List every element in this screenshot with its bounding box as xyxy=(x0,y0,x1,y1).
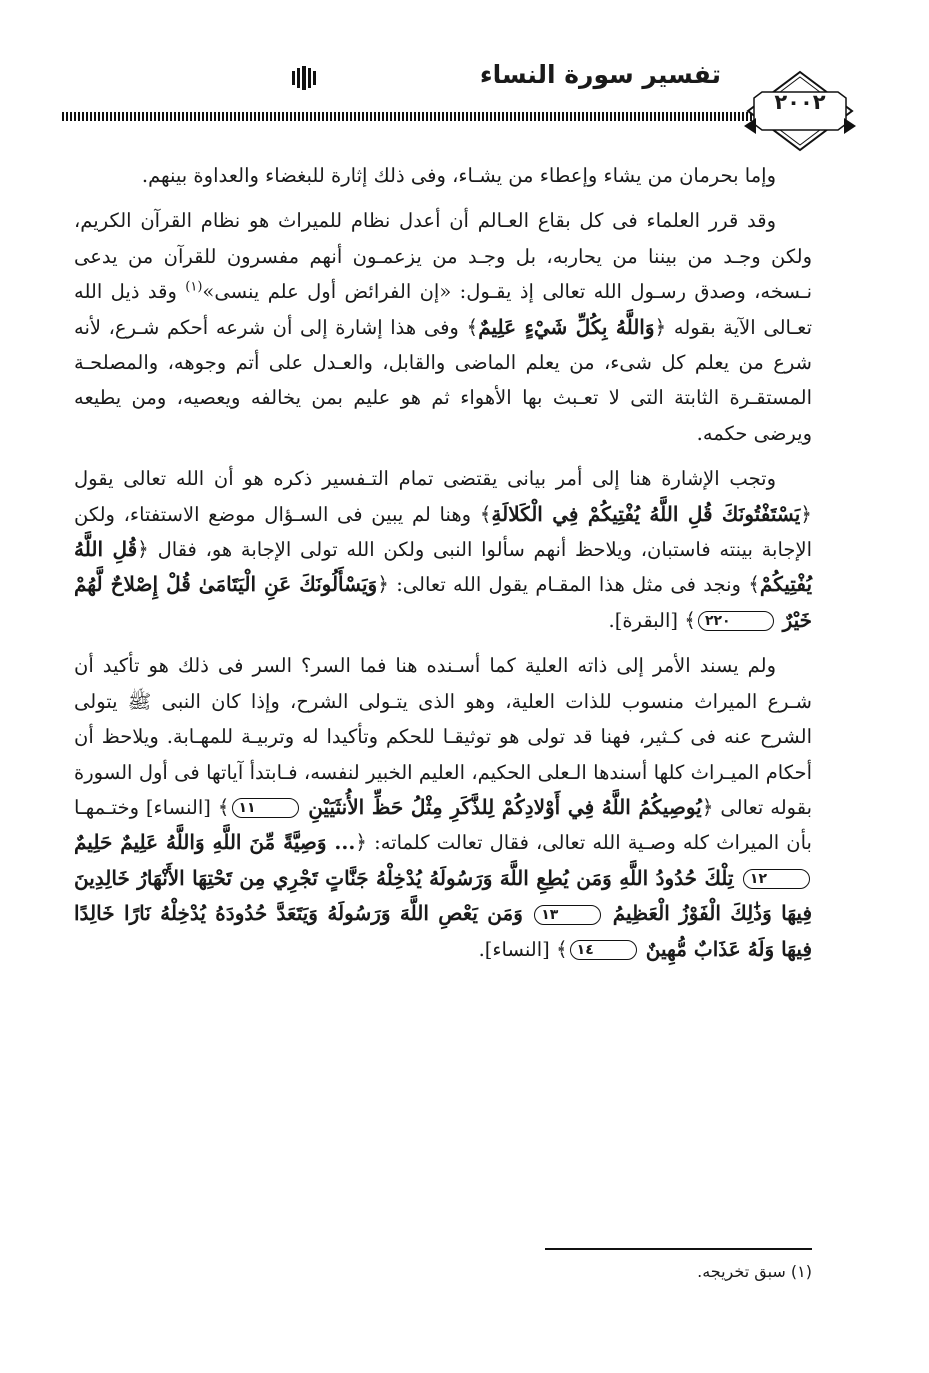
text-run: وفى هذا إشارة إلى أن شرعه أحكم شـرع، لأنه شرع من يعلم كل شىء، من يعلم الماضى والقابل، والعـدل على أتم وجوهه، والمصلحـة المستقـرة الثابتة التى لا تعـبث بها الأهواء ثم هو عليم بمن يخالفه ويعصيه، ومن يطيعه ويرضى حكمه. xyxy=(74,315,812,445)
text-run: وهنا لم يبين فى السـؤال موضع الاستفتاء، ولكن الإجابة بينته فاستبان، ويلاحظ أنهم سألوا النبى ولكن الله تولى الإجابة هو، فقال xyxy=(74,502,812,562)
paragraph-4 xyxy=(74,648,812,967)
ayah-number: ١١ xyxy=(232,798,299,818)
text-run: وتجب الإشارة هنا إلى أمر بيانى يقتضى تمام التـفسير ذكره هو أن الله تعالى يقول xyxy=(74,467,776,491)
quran-verse: ﴿يَسْتَفْتُونَكَ قُلِ اللَّهُ يُفْتِيكُمْ فِي الْكَلالَةِ﴾ xyxy=(479,501,812,526)
quran-verse: ﴿وَاللَّهُ بِكُلِّ شَيْءٍ عَلِيمٌ﴾ xyxy=(466,314,667,339)
header-rule xyxy=(62,112,762,121)
ayah-number: ١٣ xyxy=(534,905,601,925)
quran-verse: ﴿يُوصِيكُمُ اللَّهُ فِي أَوْلادِكُمْ لِلذَّكَرِ مِثْلُ حَظِّ الأُنثَيَيْنِ ١١﴾ xyxy=(217,794,714,819)
paragraph-2 xyxy=(74,203,812,451)
surah-reference: [البقرة]. xyxy=(608,608,679,632)
page-title: تفسير سورة النساء xyxy=(479,60,721,89)
quran-verse: ﴿وَيَسْأَلُونَكَ عَنِ الْيَتَامَىٰ قُلْ إِصْلاحٌ لَّهُمْ خَيْرٌ ٢٢٠﴾ xyxy=(74,572,812,632)
text-run: وقد قرر العلماء فى كل بقاع العـالم أن أعدل نظام للميراث هو نظام القرآن الكريم، ولكن وجـد من بيننا من يحاربه، بل وجـد من يزعمـون أنهم مفسرون للقرآن من يدعى نـسخه، وصدق رسـول الله تعالى إذ يقـول: «إن الفرائض أول علم ينسى» xyxy=(74,209,813,304)
ayah-number: ٢٢٠ xyxy=(698,611,774,631)
quran-verse: ﴿قُلِ اللَّهُ يُفْتِيكُمْ﴾ xyxy=(74,537,813,597)
paragraph-1: وإما بحرمان من يشاء وإعطاء من يشـاء، وفى ذلك إثارة للبغضاء والعداوة بينهم. xyxy=(141,164,776,187)
quran-verse: ﴿... وَصِيَّةً مِّنَ اللَّهِ وَاللَّهُ عَلِيمٌ حَلِيمٌ ١٢ تِلْكَ حُدُودُ اللَّهِ وَمَن يُطِعِ اللَّهَ وَرَسُولَهُ يُدْخِلْهُ جَنَّاتٍ تَجْرِي مِن تَحْتِهَا الأَنْهَارُ خَالِدِينَ فِيهَا وَذَٰلِكَ الْفَوْزُ الْعَظِيمُ ١٣ وَمَن يَعْصِ اللَّهَ وَرَسُولَهُ وَيَتَعَدَّ حُدُودَهُ يُدْخِلْهُ نَارًا خَالِدًا فِيهَا وَلَهُ عَذَابٌ مُّهِينٌ ١٤﴾ xyxy=(74,830,813,961)
paragraph-3 xyxy=(74,461,812,638)
text-run: ونجد فى مثل هذا المقـام يقول الله تعالى: xyxy=(396,573,741,597)
text-run: وختـمهـا بأن الميراث كله وصـية الله تعالى، فقال تعالت كلماته: xyxy=(74,795,812,855)
ayah-number: ١٢ xyxy=(743,869,810,889)
ayah-number: ١٤ xyxy=(570,940,637,960)
page-number: ٢٠٠٢ xyxy=(774,90,826,114)
surah-reference: [النساء]. xyxy=(478,937,550,961)
footnote-ref: (١) xyxy=(185,279,203,295)
text-run: ولم يسند الأمر إلى ذاته العلية كما أسـنده هنا فما السر؟ السر فى ذلك هو تأكيد أن شـرع الميراث منسوب للذات العلية، وهو الذى يتـولى الشرح، وإذا كان النبى ﷺ يتولى الشرح عنه فى كـثير، فهنا قد تولى هو توثيقـا للحكم وتأكيدا له وتربيـة للمهـابة. ويلاحظ أن أحكام الميـراث كلها أسندها الـعلى الحكيم، العليم الخبير لنفسه، فـابتدأ آياتها فى أول السورة بقوله تعالى xyxy=(74,654,813,819)
footnote-rule xyxy=(545,1248,812,1250)
text-run: وقد ذيل الله تعـالى الآية بقوله xyxy=(74,280,813,339)
main-text xyxy=(74,158,812,977)
ornament-icon xyxy=(289,66,319,90)
footnote: (١) سبق تخريجه. xyxy=(697,1262,812,1281)
surah-reference: [النساء] xyxy=(145,795,211,819)
